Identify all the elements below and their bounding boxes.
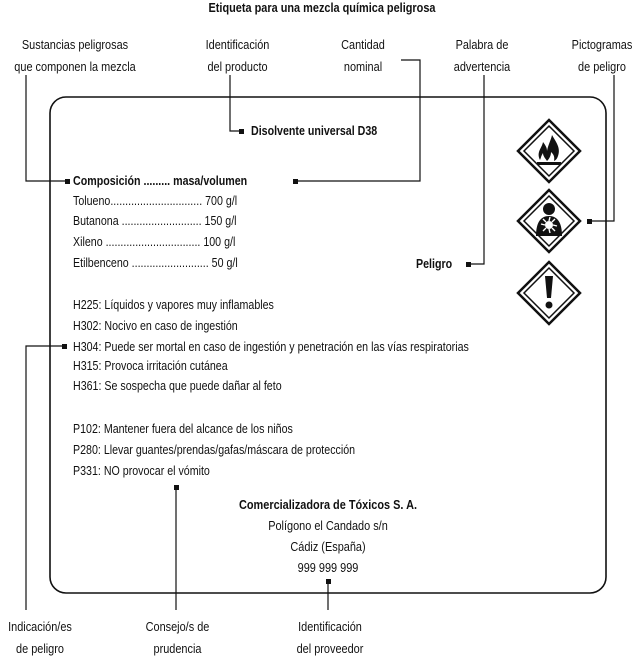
- leader-dot-hazard-statements: [62, 344, 67, 349]
- leader-nominal-quantity: [296, 60, 420, 181]
- leader-signal-word: [468, 75, 484, 264]
- leader-dot-nominal-quantity: [293, 179, 298, 184]
- leader-hazard-statements: [26, 346, 64, 610]
- leader-dot-pictograms: [587, 219, 592, 224]
- precautionary-statement: P331: NO provocar el vómito: [73, 463, 210, 478]
- leader-product-id: [230, 75, 241, 131]
- hazard-statement: H302: Nocivo en caso de ingestión: [73, 318, 238, 333]
- hazard-statement: H315: Provoca irritación cutánea: [73, 358, 228, 373]
- callout-nominal-quantity: Cantidad nominal: [341, 37, 385, 74]
- callout-pictograms: Pictogramas de peligro: [571, 37, 633, 74]
- composition-row: Tolueno............................... 700 g/l: [73, 193, 238, 208]
- callout-signal-word: Palabra de advertencia: [453, 37, 511, 74]
- exclamation-mark-icon: [516, 260, 582, 326]
- leader-dot-signal-word: [466, 262, 471, 267]
- precautionary-statement: P102: Mantener fuera del alcance de los niños: [73, 421, 293, 436]
- supplier-address: Polígono el Candado s/n: [268, 518, 388, 533]
- supplier-city: Cádiz (España): [290, 539, 366, 554]
- health-hazard-icon: [516, 188, 582, 254]
- leader-dot-supplier: [326, 579, 331, 584]
- composition-row: Butanona ........................... 150 g/l: [73, 213, 237, 228]
- callout-substances: Sustancias peligrosas que componen la mezcla: [14, 37, 136, 74]
- supplier-name: Comercializadora de Tóxicos S. A.: [238, 497, 418, 512]
- supplier-phone: 999 999 999: [297, 560, 359, 575]
- callout-supplier: Identificación del proveedor: [296, 619, 364, 656]
- leader-dot-precautionary: [174, 485, 179, 490]
- precautionary-statement: P280: Llevar guantes/prendas/gafas/máscara de protección: [73, 442, 356, 457]
- hazard-statement: H304: Puede ser mortal en caso de ingestión y penetración en las vías respiratorias: [73, 339, 469, 354]
- supplier-block: [202, 494, 454, 578]
- flame-icon: [516, 118, 582, 184]
- callout-product-id: Identificación del producto: [205, 37, 270, 74]
- leader-substances: [26, 75, 67, 181]
- callout-precautionary: Consejo/s de prudencia: [145, 619, 210, 656]
- figure-title: Etiqueta para una mezcla química peligrosa: [208, 0, 436, 15]
- leader-dot-product-id: [239, 129, 244, 134]
- hazard-statement: H361: Se sospecha que puede dañar al feto: [73, 378, 282, 393]
- hazard-statement: H225: Líquidos y vapores muy inflamables: [73, 297, 274, 312]
- leader-dot-substances: [65, 179, 70, 184]
- product-name: Disolvente universal D38: [251, 123, 378, 138]
- composition-row: Xileno ................................ 100 g/l: [73, 234, 236, 249]
- signal-word: Peligro: [416, 256, 453, 271]
- callout-hazard-statements: Indicación/es de peligro: [8, 619, 72, 656]
- composition-row: Etilbenceno .......................... 50 g/l: [73, 255, 238, 270]
- composition-header: Composición ......... masa/volumen: [73, 173, 248, 188]
